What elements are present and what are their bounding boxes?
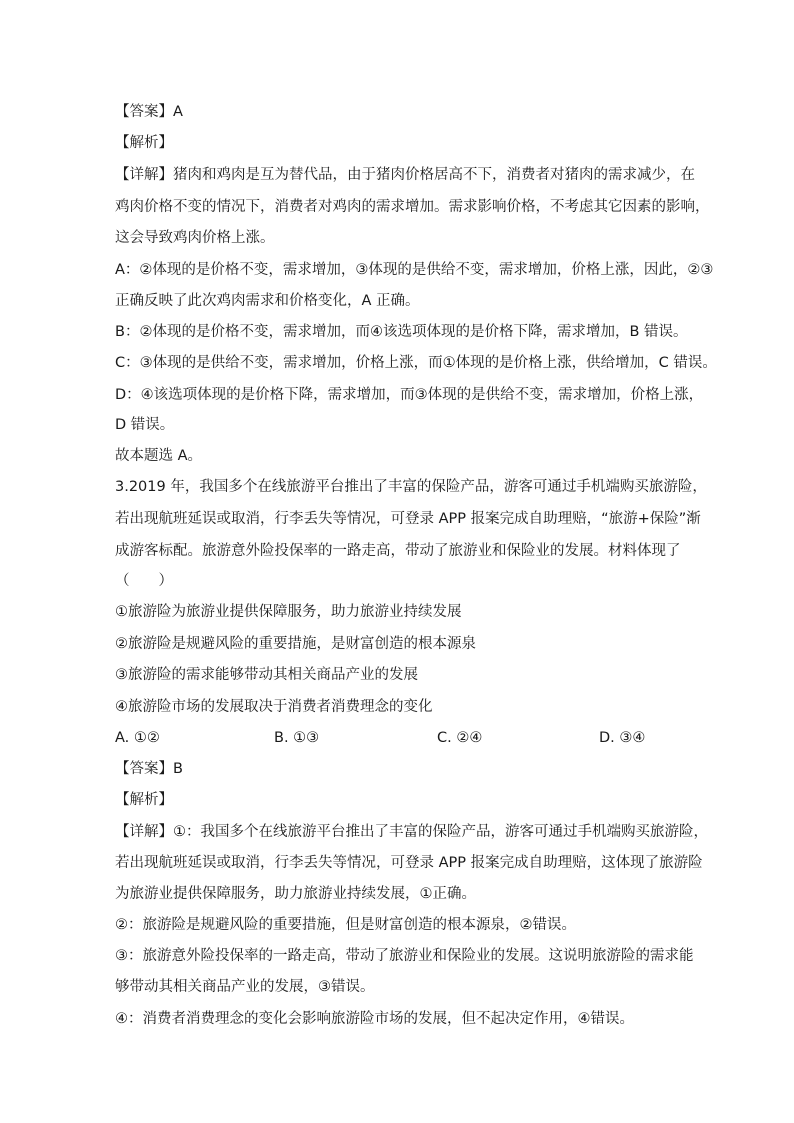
q2-detail-line: A：②体现的是价格不变，需求增加，③体现的是供给不变，需求增加，价格上涨，因此，②③ <box>115 262 714 278</box>
q3-stem-blank: （ ） <box>115 573 173 589</box>
q3-analysis-tag: 【解析】 <box>115 792 173 808</box>
q2-detail-line: C：③体现的是供给不变，需求增加，价格上涨，而①体现的是价格上涨，供给增加，C 错误。 <box>115 355 717 371</box>
q3-statement: ④旅游险市场的发展取决于消费者消费理念的变化 <box>115 699 433 715</box>
q2-conclusion: 故本题选 A。 <box>115 448 203 464</box>
q3-stem-line: 若出现航班延误或取消，行李丢失等情况，可登录 APP 报案完成自助理赔，“旅游+保险”渐 <box>115 511 701 527</box>
q3-detail-line: 【详解】①：我国多个在线旅游平台推出了丰富的保险产品，游客可通过手机端购买旅游险， <box>115 824 708 840</box>
q2-answer-line <box>115 102 183 122</box>
q3-detail-line: ③：旅游意外险投保率的一路走高，带动了旅游业和保险业的发展。这说明旅游险的需求能 <box>115 948 694 964</box>
q3-detail-line: 若出现航班延误或取消，行李丢失等情况，可登录 APP 报案完成自助理赔，这体现了旅游险 <box>115 855 703 871</box>
q3-stem-line: 成游客标配。旅游意外险投保率的一路走高，带动了旅游业和保险业的发展。材料体现了 <box>115 543 681 559</box>
answer-tag: 【答案】 <box>115 104 173 120</box>
q3-option-a: A. ①② <box>115 730 160 746</box>
q3-option-d: D. ③④ <box>599 730 646 746</box>
answer-value: A <box>173 104 183 120</box>
q2-detail-line: 鸡肉价格不变的情况下，消费者对鸡肉的需求增加。需求影响价格，不考虑其它因素的影响， <box>115 199 710 215</box>
q2-detail-line: 这会导致鸡肉价格上涨。 <box>115 230 275 246</box>
q2-detail-line: 【详解】猪肉和鸡肉是互为替代品，由于猪肉价格居高不下，消费者对猪肉的需求减少，在 <box>115 167 695 183</box>
q2-analysis-tag: 【解析】 <box>115 135 173 151</box>
q2-detail-line: B：②体现的是价格不变，需求增加，而④该选项体现的是价格下降，需求增加，B 错误。 <box>115 324 688 340</box>
q3-statement: ③旅游险的需求能够带动其相关商品产业的发展 <box>115 667 418 683</box>
answer-tag: 【答案】 <box>115 761 173 777</box>
q3-statement: ①旅游险为旅游业提供保障服务，助力旅游业持续发展 <box>115 604 462 620</box>
q3-statement: ②旅游险是规避风险的重要措施，是财富创造的根本源泉 <box>115 636 476 652</box>
q3-detail-line: ②：旅游险是规避风险的重要措施，但是财富创造的根本源泉，②错误。 <box>115 917 576 933</box>
q3-option-c: C. ②④ <box>437 730 483 746</box>
q2-detail-line: 正确反映了此次鸡肉需求和价格变化，A 正确。 <box>115 293 420 309</box>
q2-detail-line: D：④该选项体现的是价格下降，需求增加，而③体现的是供给不变，需求增加，价格上涨， <box>115 387 704 403</box>
q3-detail-line: 为旅游业提供保障服务，助力旅游业持续发展，①正确。 <box>115 886 476 902</box>
q3-stem-line: 3.2019 年，我国多个在线旅游平台推出了丰富的保险产品，游客可通过手机端购买旅游险， <box>115 479 707 495</box>
q3-detail-line: 够带动其相关商品产业的发展，③错误。 <box>115 979 375 995</box>
q3-detail-line: ④：消费者消费理念的变化会影响旅游险市场的发展，但不起决定作用，④错误。 <box>115 1011 634 1027</box>
q3-answer-line <box>115 759 183 779</box>
q2-detail-line: D 错误。 <box>115 417 175 433</box>
q3-option-b: B. ①③ <box>274 730 320 746</box>
answer-value: B <box>173 761 183 777</box>
